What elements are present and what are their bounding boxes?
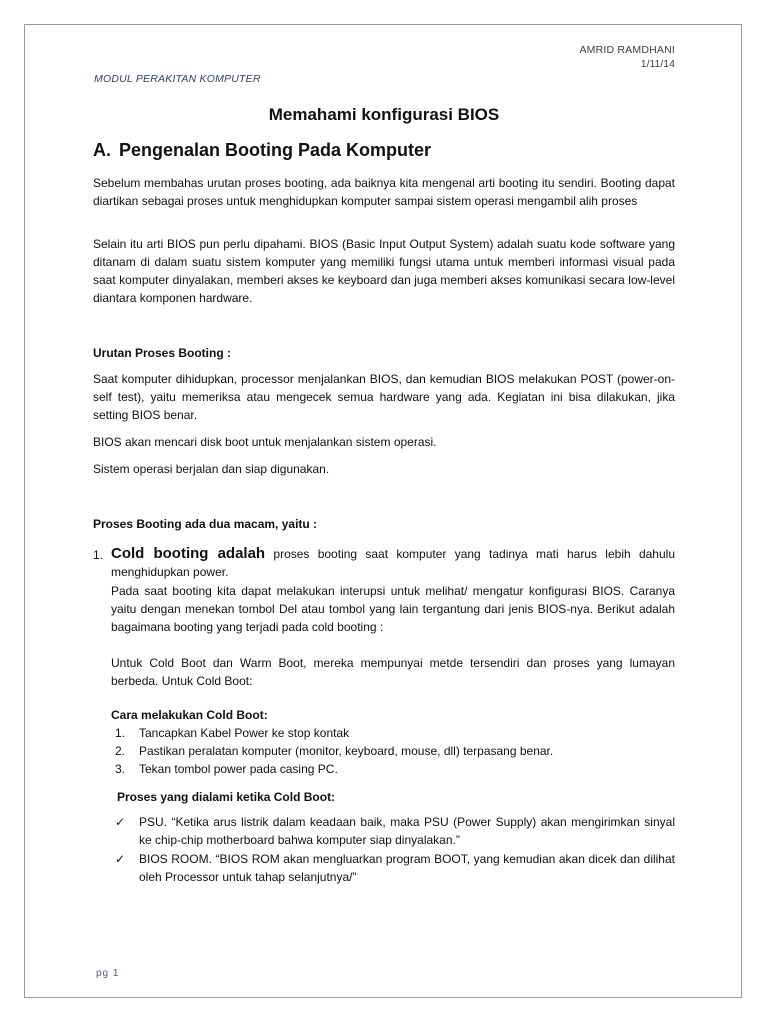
process-items (111, 813, 675, 887)
list-item (111, 742, 675, 760)
step-text: Pastikan peralatan komputer (monitor, keyboard, mouse, dll) terpasang benar. (139, 744, 554, 758)
types-heading: Proses Booting ada dua macam, yaitu : (93, 517, 318, 531)
page-number: pg 1 (96, 968, 120, 979)
header-date: 1/11/14 (640, 58, 675, 70)
process-item-text: BIOS ROOM. “BIOS ROM akan mengluarkan program BOOT, yang kemudian akan dicek dan dilihat oleh Processor untuk tahap selanjutnya/” (139, 852, 675, 884)
cold-boot-def-text: proses booting saat komputer yang tadinya mati harus lebih dahulu menghidupkan power. (111, 547, 675, 579)
header-author: AMRID RAMDHANI (579, 44, 675, 56)
check-icon: ✓ (115, 815, 126, 829)
step-number: 3. (115, 762, 126, 776)
sequence-paragraph-1: Saat komputer dihidupkan, processor menjalankan BIOS, dan kemudian BIOS melakukan POST (power-on-self test), yaitu memeriksa atau mengecek semua hardware yang ada. Kegiatan ini bisa dilakukan, jika setting BIOS benar. (93, 372, 675, 422)
section-number: A. (93, 140, 111, 160)
how-to-steps (111, 724, 675, 778)
list-item (111, 813, 675, 849)
sequence-paragraph-2: BIOS akan mencari disk boot untuk menjalankan sistem operasi. (93, 435, 437, 449)
check-icon: ✓ (115, 852, 126, 866)
cold-boot-definition (111, 545, 675, 581)
process-heading: Proses yang dialami ketika Cold Boot: (117, 790, 336, 804)
step-number: 2. (115, 744, 126, 758)
header-module: MODUL PERAKITAN KOMPUTER (94, 73, 261, 85)
step-text: Tekan tombol power pada casing PC. (139, 762, 338, 776)
list-item (111, 760, 675, 778)
cold-boot-term: Cold booting adalah (111, 545, 266, 562)
list-item (111, 850, 675, 886)
process-item-text: PSU. “Ketika arus listrik dalam keadaan baik, maka PSU (Power Supply) akan mengirimkan sinyal ke chip-chip motherboard bahwa komputer siap dinyalakan.” (139, 815, 675, 847)
sequence-heading: Urutan Proses Booting : (93, 346, 232, 360)
list-item (111, 724, 675, 742)
cold-boot-paragraph-1: Pada saat booting kita dapat melakukan interupsi untuk melihat/ mengatur konfigurasi BIOS. Caranya yaitu dengan menekan tombol Del atau tombol yang lain tergantung dari jenis BIOS-nya. Berikut adalah bagaimana booting yang terjadi pada cold booting : (111, 584, 675, 634)
step-number: 1. (115, 726, 126, 740)
section-heading-text: Pengenalan Booting Pada Komputer (119, 140, 432, 160)
intro-paragraph-2: Selain itu arti BIOS pun perlu dipahami. BIOS (Basic Input Output System) adalah suatu kode software yang ditanam di dalam suatu sistem komputer yang memiliki fungsi utama untuk memberi informasi visual pada saat komputer dinyalakan, memberi akses ke keyboard dan juga memberi akses komunikasi secara low-level diantara komponen hardware. (93, 237, 675, 305)
list-number: 1. (93, 548, 104, 562)
intro-paragraph-1: Sebelum membahas urutan proses booting, ada baiknya kita mengenal arti booting itu sendiri. Booting dapat diartikan sebagai proses untuk menghidupkan komputer sampai sistem operasi mengambil alih proses (93, 176, 675, 208)
how-to-heading: Cara melakukan Cold Boot: (111, 708, 268, 722)
sequence-paragraph-3: Sistem operasi berjalan dan siap digunakan. (93, 462, 330, 476)
cold-boot-paragraph-2: Untuk Cold Boot dan Warm Boot, mereka mempunyai metde tersendiri dan proses yang lumayan berbeda. Untuk Cold Boot: (111, 656, 675, 688)
section-heading (93, 140, 431, 161)
page-title: Memahami konfigurasi BIOS (268, 105, 500, 124)
step-text: Tancapkan Kabel Power ke stop kontak (139, 726, 350, 740)
